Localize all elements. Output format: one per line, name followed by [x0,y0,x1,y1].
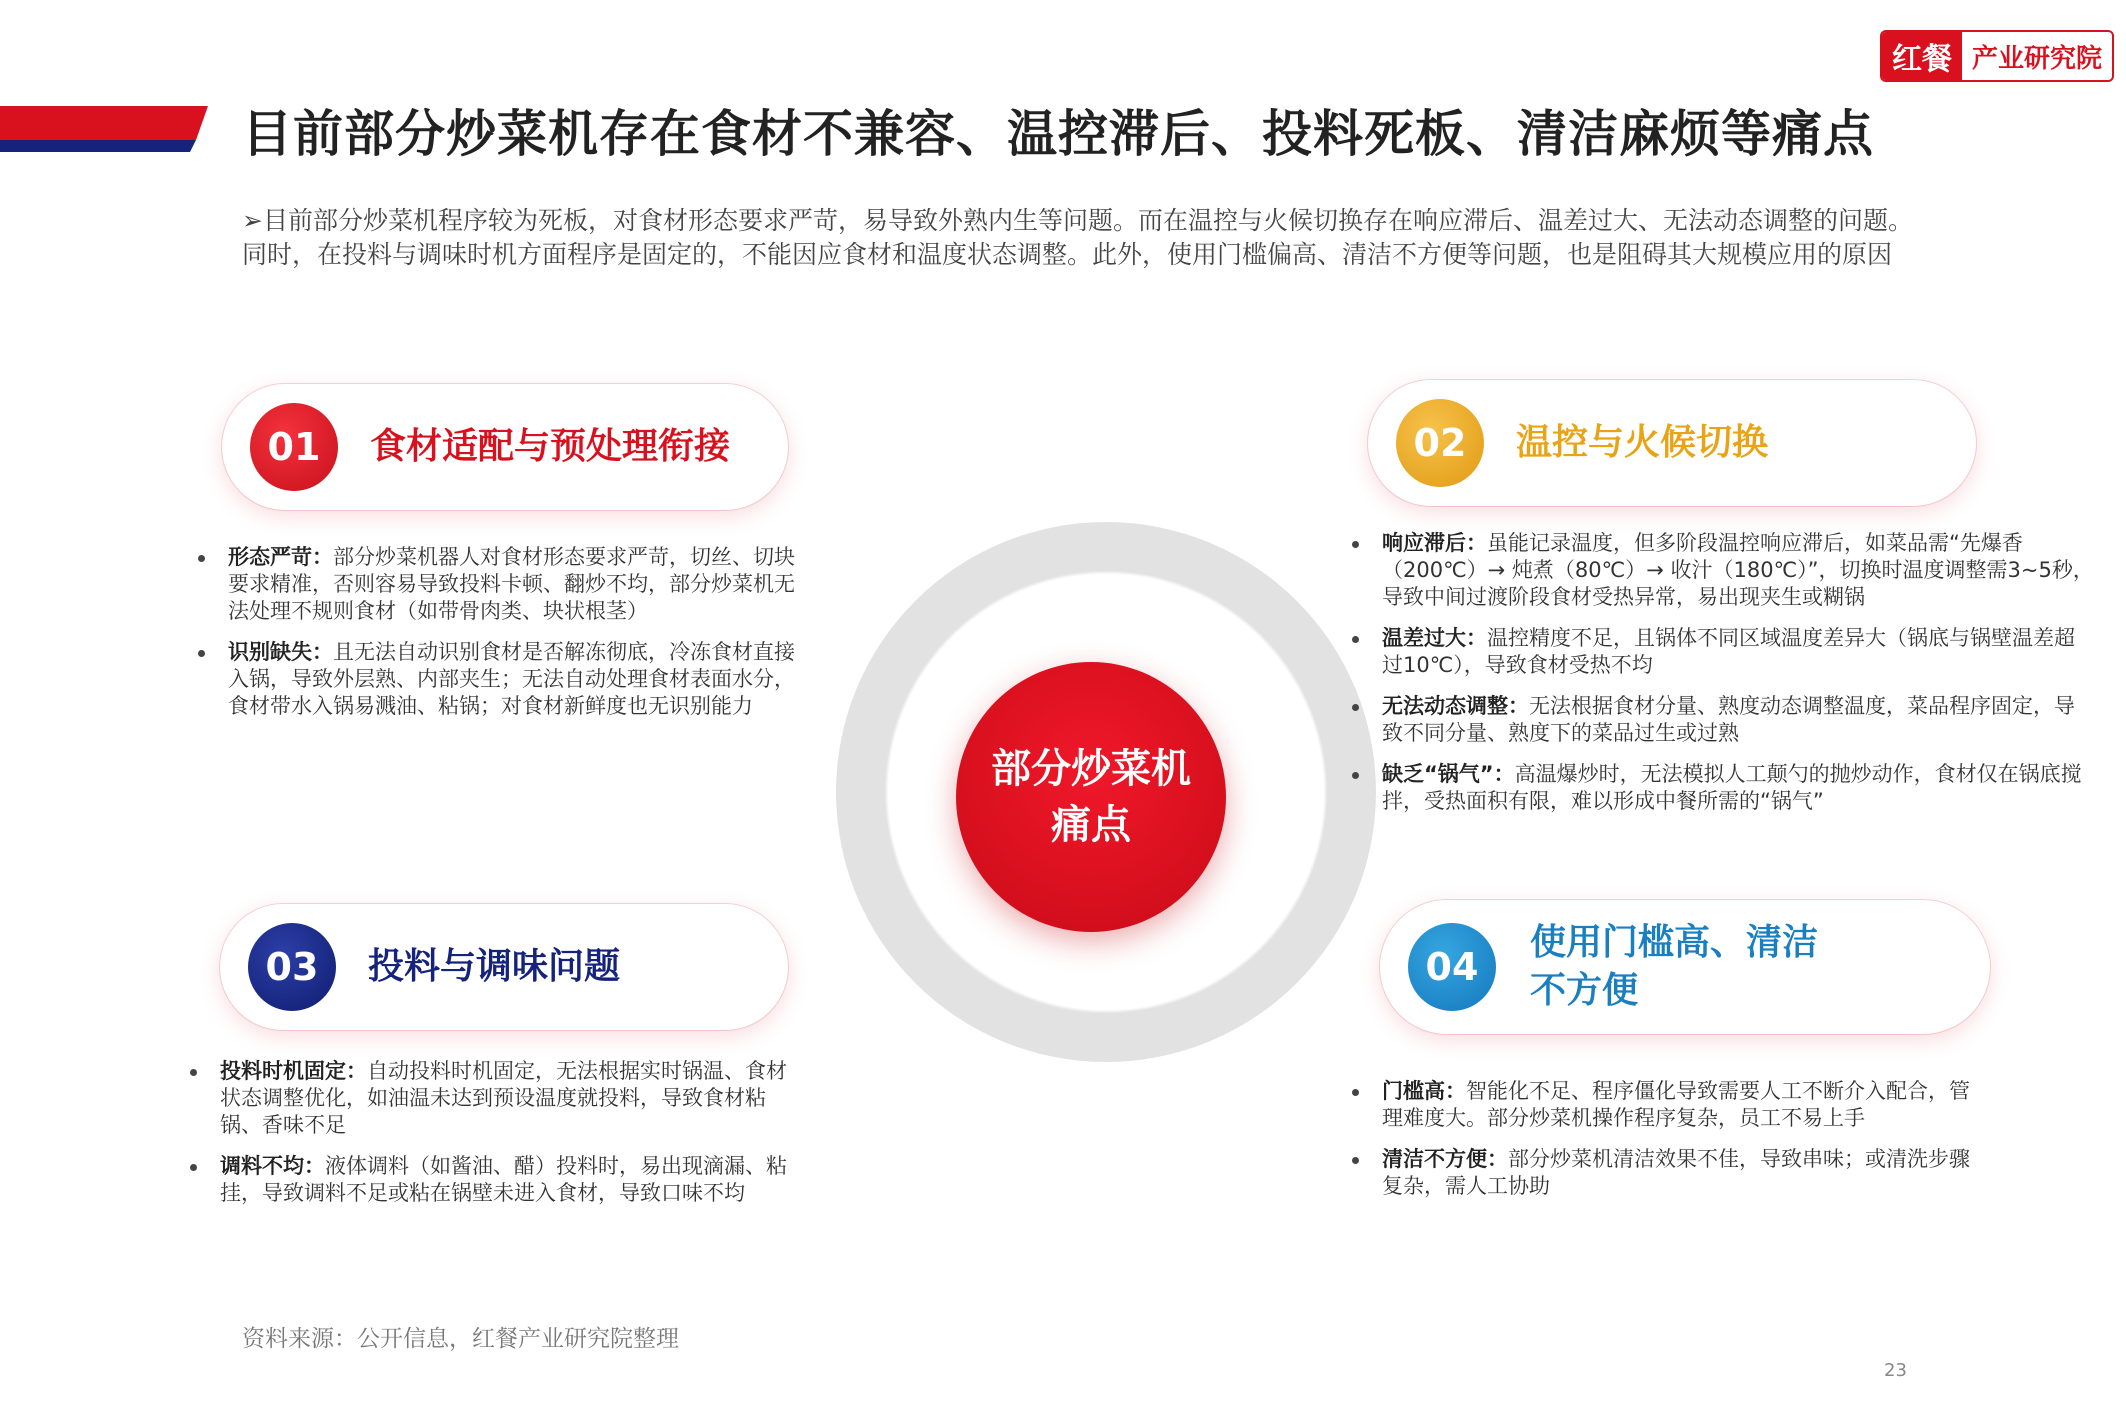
bullet-icon [1352,636,1359,643]
list-item [1382,1078,1972,1132]
item-text: 自动投料时机固定，无法根据实时锅温、食材状态调整优化，如油温未达到预设温度就投料，导致食材粘锅、香味不足 [220,1059,787,1137]
item-term: 清洁不方便： [1382,1147,1508,1171]
bullet-icon [1352,704,1359,711]
section-01-title: 食材适配与预处理衔接 [370,426,731,467]
section-04-title-line-1: 使用门槛高、清洁 [1530,922,1819,963]
list-item [1382,1146,1972,1200]
list-item [228,639,798,720]
section-02-header [1368,380,1976,506]
item-text: 无法根据食材分量、熟度动态调整温度，菜品程序固定，导致不同分量、熟度下的菜品过生或过熟 [1382,694,2075,745]
section-03-list [220,1058,806,1221]
source-note: 资料来源：公开信息，红餐产业研究院整理 [242,1326,679,1352]
section-01-badge: 01 [250,403,338,491]
section-04-title [1530,919,1818,1015]
item-text: 部分炒菜机清洁效果不佳，导致串味；或清洗步骤复杂，需人工协助 [1382,1147,1970,1198]
item-term: 无法动态调整： [1382,694,1529,718]
section-02-list [1382,530,2094,829]
item-term: 响应滞后： [1382,531,1487,555]
item-text: 智能化不足、程序僵化导致需要人工不断介入配合，管理难度大。部分炒菜机操作程序复杂，员工不易上手 [1382,1079,1970,1130]
list-item [228,544,798,625]
item-text: 温控精度不足，且锅体不同区域温度差异大（锅底与锅壁温差超过10℃），导致食材受热不均 [1382,626,2075,677]
item-text: 高温爆炒时，无法模拟人工颠勺的抛炒动作，食材仅在锅底搅拌，受热面积有限，难以形成中餐所需的“锅气” [1382,762,2082,813]
bullet-icon [190,1164,197,1171]
logo-text: 产业研究院 [1962,32,2112,80]
section-04-header [1380,900,1990,1034]
item-text: 虽能记录温度，但多阶段温控响应滞后，如菜品需“先爆香（200℃）→ 炖煮（80℃）→ 收汁（180℃）”，切换时温度调整需3~5秒，导致中间过渡阶段食材受热异常，易出现夹生或糊锅 [1382,531,2094,609]
item-term: 门槛高： [1382,1079,1466,1103]
center-line-1: 部分炒菜机 [991,746,1191,792]
item-term: 缺乏“锅气”： [1382,762,1515,786]
intro-paragraph: ➢目前部分炒菜机程序较为死板，对食材形态要求严苛，易导致外熟内生等问题。而在温控与火候切换存在响应滞后、温差过大、无法动态调整的问题。同时，在投料与调味时机方面程序是固定的，不能因应食材和温度状态调整。此外，使用门槛偏高、清洁不方便等问题，也是阻碍其大规模应用的原因 [242,206,1913,269]
brand-logo [1880,30,2114,82]
section-04-badge: 04 [1408,923,1496,1011]
section-04-title-line-2: 不方便 [1530,970,1639,1011]
page-number: 23 [1884,1360,1907,1381]
item-term: 调料不均： [220,1154,325,1178]
bullet-icon [1352,541,1359,548]
bullet-icon [190,1069,197,1076]
list-item [1382,761,2094,815]
list-item [220,1153,806,1207]
list-item [1382,693,2094,747]
logo-mark: 红餐 [1882,32,1962,80]
item-term: 温差过大： [1382,626,1487,650]
bullet-icon [198,555,205,562]
item-term: 形态严苛： [228,545,333,569]
section-04-list [1382,1078,1972,1214]
section-01-header [222,384,788,510]
item-text: 部分炒菜机器人对食材形态要求严苛，切丝、切块要求精准，否则容易导致投料卡顿、翻炒不均，部分炒菜机无法处理不规则食材（如带骨肉类、块状根茎） [228,545,795,623]
bullet-icon [1352,1089,1359,1096]
section-03-header [220,904,788,1030]
section-02-title: 温控与火候切换 [1516,422,1769,463]
item-term: 识别缺失： [228,640,333,664]
page-title: 目前部分炒菜机存在食材不兼容、温控滞后、投料死板、清洁麻烦等痛点 [242,105,1874,163]
section-02-badge: 02 [1396,399,1484,487]
item-term: 投料时机固定： [220,1059,367,1083]
center-circle [956,662,1226,932]
list-item [1382,530,2094,611]
section-01-list [228,544,798,734]
list-item [220,1058,806,1139]
section-03-badge: 03 [248,923,336,1011]
center-line-2: 痛点 [1051,802,1131,848]
item-text: 液体调料（如酱油、醋）投料时，易出现滴漏、粘挂，导致调料不足或粘在锅壁未进入食材，导致口味不均 [220,1154,787,1205]
bullet-icon [1352,1157,1359,1164]
section-03-title: 投料与调味问题 [368,946,621,987]
list-item [1382,625,2094,679]
bullet-icon [1352,772,1359,779]
bullet-icon [198,650,205,657]
header-stripes [0,106,208,152]
item-text: 且无法自动识别食材是否解冻彻底，冷冻食材直接入锅，导致外层熟、内部夹生；无法自动处理食材表面水分，食材带水入锅易溅油、粘锅；对食材新鲜度也无识别能力 [228,640,795,718]
